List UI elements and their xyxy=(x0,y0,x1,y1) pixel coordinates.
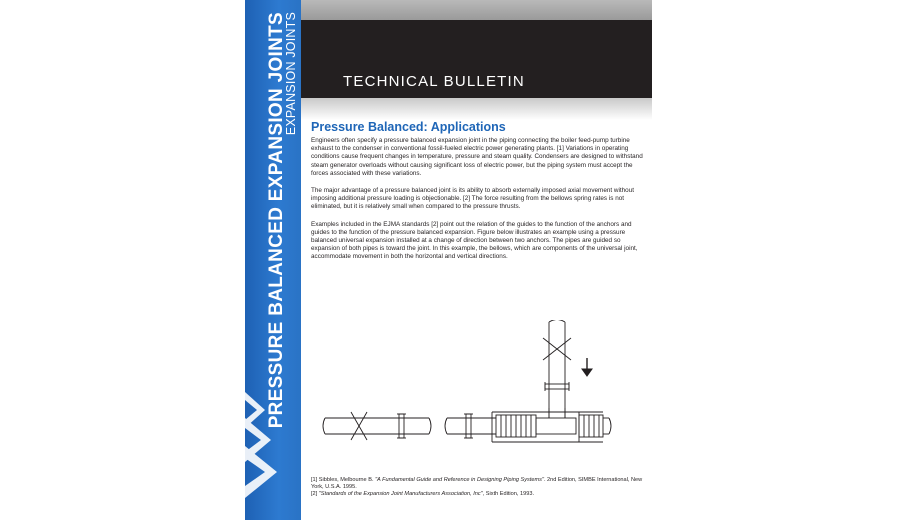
paragraph-3: Examples included in the EJMA standards [2] point out the relation of the guides to the function of the anchors and guides to the function of the pressure balanced expansion. Figure below illustrates an example using a pressure balanced universal expansion installed at a change of direction between two anchors. The pipes are guided so expansion of both pipes is toward the joint. In this example, the bellows, which are components of the universal joint, accommodate movement in both the horizontal and vertical directions. xyxy=(311,220,638,261)
sidebar-large-label: PRESSURE BALANCED EXPANSION JOINTS xyxy=(266,12,287,429)
article-title: Pressure Balanced: Applications xyxy=(311,120,506,134)
reference-2 xyxy=(311,491,645,498)
sidebar-band xyxy=(245,0,301,520)
bellows-icon xyxy=(579,415,603,437)
header-fade xyxy=(245,98,652,120)
anchor-x-icon xyxy=(351,412,367,440)
paragraph-2: The major advantage of a pressure balanced joint is its ability to absorb externally imposed axial movement without imposing additional pressure loading is objectionable. [2] The force resulting from the bellows spring rates is not eliminated, but it is relatively small when compared to the pressure thrusts. xyxy=(311,187,634,211)
bulletin-page xyxy=(245,0,652,520)
reference-1-suffix: . 2nd Edition, SIMBE International, New York, U.S.A. 1995. xyxy=(311,477,643,491)
article-body xyxy=(311,120,645,271)
reference-2-suffix: , Sixth Edition, 1993. xyxy=(482,491,534,498)
force-arrow-icon xyxy=(582,358,592,376)
reference-1-prefix: [1] Sibbles, Melbourne B. xyxy=(311,477,376,483)
vertical-pipe xyxy=(549,320,565,418)
reference-2-title: "Standards of the Expansion Joint Manufacturers Association, Inc" xyxy=(318,491,483,498)
reference-1-title: "A Fundamental Guide and Reference in Designing Piping Systems" xyxy=(375,477,544,483)
paragraph-1: Engineers often specify a pressure balanced expansion joint in the piping connecting the boiler feed-pump turbine exhaust to the condenser in conventional fossil-fueled electric power generating plants. [1] Variations in operating conditions cause frequent changes in temperature, pressure and steam quality. Condensers are designed to withstand steam generator overloads without causing significant loss of electric power, but the piping system must accept the forces associated with these variations. xyxy=(311,137,643,177)
bellows-icon xyxy=(496,415,536,437)
page-title: TECHNICAL BULLETIN xyxy=(343,73,525,90)
anchor-x-icon xyxy=(543,338,571,360)
reference-2-prefix: [2] xyxy=(311,491,319,498)
top-grey-band xyxy=(245,0,652,20)
sidebar-small-label: EXPANSION JOINTS xyxy=(284,12,298,136)
reference-1 xyxy=(311,477,645,491)
horizontal-pipe xyxy=(323,418,496,434)
references xyxy=(311,477,645,499)
pipe-diagram xyxy=(311,320,641,460)
